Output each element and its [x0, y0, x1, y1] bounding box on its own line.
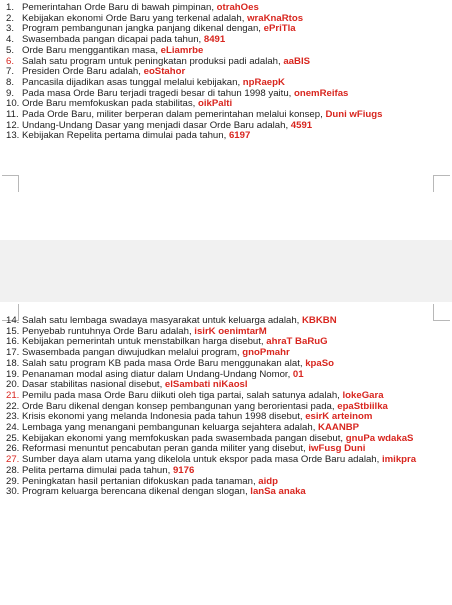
question-number: 10.: [6, 98, 20, 110]
question-number: 17.: [6, 347, 20, 359]
question-text: Reformasi menuntut pencabutan peran ganda militer yang disebut,: [22, 443, 309, 455]
scrambled-answer: ahraT BaRuG: [266, 336, 328, 348]
question-number: 18.: [6, 357, 20, 369]
scrambled-answer: 01: [292, 368, 304, 380]
question-text: Program pembangunan jangka panjang dikenal dengan,: [22, 23, 264, 35]
question-text: Salah satu program untuk peningkatan produksi padi adalah,: [22, 55, 284, 67]
question-text: Lembaga yang menangani pembangunan keluarga sejahtera adalah,: [22, 422, 319, 434]
question-number: 13.: [6, 130, 20, 142]
question-text: Kebijakan ekonomi Orde Baru yang terkenal adalah,: [22, 12, 248, 24]
scrambled-answer: kpaSo: [305, 357, 334, 369]
question-text: Salah satu lembaga swadaya masyarakat untuk keluarga adalah,: [22, 315, 302, 326]
scrambled-answer: eoStahor: [143, 66, 186, 78]
question-number: 6.: [6, 55, 15, 67]
question-text: Salah satu program KB pada masa Orde Baru menggunakan alat,: [22, 357, 306, 369]
question-number: 1.: [6, 2, 15, 13]
question-text: Swasembada pangan dicapai pada tahun,: [22, 34, 204, 46]
question-number: 24.: [6, 422, 20, 434]
scrambled-answer: gnuPa wdakaS: [345, 432, 414, 444]
question-number: 15.: [6, 325, 20, 337]
question-item: [4, 131, 446, 142]
worksheet-page-2: [0, 302, 452, 605]
scrambled-answer: epaStbiilka: [337, 400, 388, 412]
question-number: 3.: [6, 23, 15, 35]
question-number: 12.: [6, 119, 20, 131]
scrambled-answer: isirK oenimtarM: [194, 325, 267, 337]
scrambled-answer: ePriTla: [263, 23, 296, 35]
question-list-1: [4, 3, 446, 142]
question-list-2: [4, 316, 446, 498]
question-text: Penyebab runtuhnya Orde Baru adalah,: [22, 325, 195, 337]
question-text: Kebijakan pemerintah untuk menstabilkan harga disebut,: [22, 336, 267, 348]
scrambled-answer: gnoPmahr: [242, 347, 290, 359]
question-number: 28.: [6, 464, 20, 476]
scrambled-answer: aidp: [258, 475, 279, 487]
question-text: Peningkatan hasil pertanian difokuskan pada tanaman,: [22, 475, 259, 487]
scrambled-answer: aaBIS: [283, 55, 311, 67]
question-text: Pemilu pada masa Orde Baru diikuti oleh tiga partai, salah satunya adalah,: [22, 389, 343, 401]
question-text: Pelita pertama dimulai pada tahun,: [22, 464, 173, 476]
scrambled-answer: elSambati niKaosl: [164, 379, 248, 391]
question-text: Program keluarga berencana dikenal dengan slogan,: [22, 486, 251, 498]
page-gap: [0, 240, 452, 302]
question-number: 8.: [6, 76, 15, 88]
question-number: 19.: [6, 368, 20, 380]
question-text: Kebijakan ekonomi yang memfokuskan pada swasembada pangan disebut,: [22, 432, 346, 444]
scrambled-answer: otrahOes: [216, 2, 259, 13]
crop-mark-top-right: [433, 175, 450, 192]
question-number: 23.: [6, 411, 20, 423]
scrambled-answer: iwFusg Duni: [308, 443, 366, 455]
question-number: 22.: [6, 400, 20, 412]
worksheet-page-1: [0, 0, 452, 240]
question-text: Presiden Orde Baru adalah,: [22, 66, 144, 78]
question-text: Orde Baru dikenal dengan konsep pembangunan yang berorientasi pada,: [22, 400, 338, 412]
question-number: 2.: [6, 12, 15, 24]
question-number: 30.: [6, 486, 20, 498]
question-number: 4.: [6, 34, 15, 46]
scrambled-answer: KAANBP: [318, 422, 360, 434]
question-text: Pada masa Orde Baru terjadi tragedi besar di tahun 1998 yaitu,: [22, 87, 294, 99]
question-text: Pemerintahan Orde Baru di bawah pimpinan,: [22, 2, 217, 13]
scrambled-answer: KBKBN: [302, 315, 337, 326]
scrambled-answer: 8491: [203, 34, 226, 46]
question-text: Krisis ekonomi yang melanda Indonesia pada tahun 1998 disebut,: [22, 411, 306, 423]
question-text: Dasar stabilitas nasional disebut,: [22, 379, 165, 391]
scrambled-answer: lanSa anaka: [250, 486, 306, 498]
question-number: 29.: [6, 475, 20, 487]
scrambled-answer: lokeGara: [342, 389, 384, 401]
question-text: Swasembada pangan diwujudkan melalui program,: [22, 347, 243, 359]
question-text: Orde Baru memfokuskan pada stabilitas,: [22, 98, 198, 110]
scrambled-answer: onemReifas: [294, 87, 349, 99]
scrambled-answer: imikpra: [381, 454, 417, 466]
question-item: [4, 487, 446, 498]
question-number: 20.: [6, 379, 20, 391]
question-number: 14.: [6, 315, 20, 326]
question-number: 27.: [6, 454, 20, 466]
question-number: 11.: [6, 109, 19, 121]
scrambled-answer: oikPalti: [197, 98, 233, 110]
question-text: Penanaman modal asing diatur dalam Undang-Undang Nomor,: [22, 368, 293, 380]
scrambled-answer: esirK arteinom: [305, 411, 373, 423]
question-number: 25.: [6, 432, 20, 444]
question-number: 7.: [6, 66, 15, 78]
question-text: Pada Orde Baru, militer berperan dalam pemerintahan melalui konsep,: [22, 109, 326, 121]
question-number: 26.: [6, 443, 20, 455]
question-text: Undang-Undang Dasar yang menjadi dasar Orde Baru adalah,: [22, 119, 291, 131]
scrambled-answer: 9176: [172, 464, 195, 476]
question-number: 9.: [6, 87, 15, 99]
question-text: Orde Baru menggantikan masa,: [22, 44, 161, 56]
question-text: Kebijakan Repelita pertama dimulai pada tahun,: [22, 130, 229, 142]
scrambled-answer: wraKnaRtos: [247, 12, 304, 24]
question-text: Sumber daya alam utama yang dikelola untuk ekspor pada masa Orde Baru adalah,: [22, 454, 382, 466]
scrambled-answer: 6197: [228, 130, 251, 142]
question-number: 16.: [6, 336, 20, 348]
question-number: 21.: [6, 389, 20, 401]
scrambled-answer: 4591: [290, 119, 313, 131]
scrambled-answer: eLiamrbe: [160, 44, 204, 56]
scrambled-answer: npRaepK: [242, 76, 285, 88]
question-text: Pancasila dijadikan asas tunggal melalui kebijakan,: [22, 76, 243, 88]
question-number: 5.: [6, 44, 15, 56]
crop-mark-top-left: [2, 175, 19, 192]
scrambled-answer: Duni wFiugs: [325, 109, 383, 121]
